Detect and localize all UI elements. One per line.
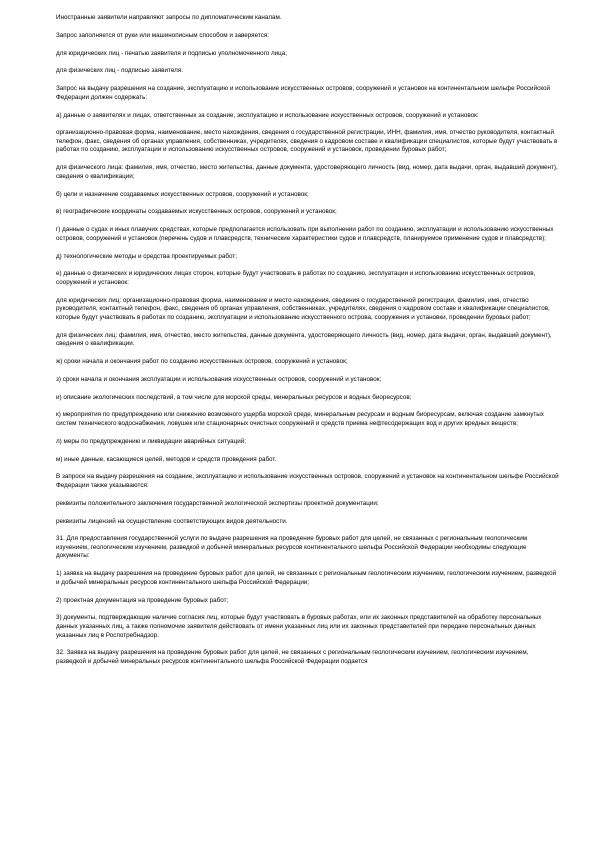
paragraph: для физического лица: фамилия, имя, отчество, место жительства, данные документа, удостоверяющего личность (вид, номер, дата выдачи, орган, выдавший документ), сведения о квалификации; (56, 164, 558, 180)
paragraph: ж) сроки начала и окончания работ по созданию искусственных островов, сооружений и установок; (56, 358, 348, 366)
paragraph: реквизиты лицензий на осуществление соответствующих видов деятельности. (56, 517, 288, 525)
paragraph: в) географические координаты создаваемых искусственных островов, сооружений и установок; (56, 208, 337, 216)
paragraph: реквизиты положительного заключения государственной экологической экспертизы проектной документации; (56, 499, 379, 507)
paragraph: д) технологические методы и средства проектируемых работ; (56, 252, 237, 260)
paragraph: 2) проектная документация на проведение буровых работ; (56, 596, 229, 604)
paragraph: м) иные данные, касающиеся целей, методов и средств проведения работ. (56, 455, 277, 463)
paragraph: Запрос на выдачу разрешения на создание, эксплуатацию и использование искусственных островов, сооружений и установок на континентальном шельфе Российской Федерации должен содержать: (56, 85, 551, 101)
paragraph: к) мероприятия по предупреждению или снижению возможного ущерба морской среде, минеральным ресурсам и водным биоресурсам, включая создание замкнутых систем технического водоснабжения, ловушек или стационарных очистных сооружений и средств приема нефтесодержащих вод и других вредных веществ; (56, 411, 544, 427)
paragraph: для юридических лиц - печатью заявителя и подписью уполномоченного лица; (56, 49, 288, 57)
paragraph: для юридических лиц: организационно-правовая форма, наименование и место нахождения, сведения о государственной регистрации, фамилия, имя, отчество руководителя, контактный телефон, факс, сведения об органах управления, собственниках, учредителях, сведения о кадровом составе и квалификации специалистов, которые будут участвовать в работах по созданию, эксплуатации и использованию искусственного острова, сооружения и установки, проведении буровых работ; (56, 296, 550, 321)
paragraph: 3) документы, подтверждающие наличие согласия лиц, которые будут участвовать в буровых работах, или их законных представителей на обработку персональных данных указанных лиц, а также полномочие заявителя действовать от имени указанных лиц или их законных представителей при передаче персональных данных указанных лиц в Роспотребнадзор. (56, 614, 542, 639)
paragraph: Иностранные заявители направляют запросы по дипломатическим каналам. (56, 14, 282, 21)
paragraph: з) сроки начала и окончания эксплуатации и использования искусственных островов, сооружений и установок; (56, 375, 382, 383)
paragraph: Запрос заполняется от руки или машинописным способом и заверяется: (56, 31, 270, 39)
paragraph: и) описание экологических последствий, в том числе для морской среды, минеральных ресурсов и водных биоресурсов; (56, 393, 412, 401)
paragraph: 31. Для предоставления государственной услуги по выдаче разрешения на проведение буровых работ для целей, не связанных с региональным геологическим изучением, геологическим изучением, разведкой и добычей минеральных ресурсов континентального шельфа Российской Федерации необходимы следующие документы: (56, 535, 528, 560)
paragraph: 32. Заявка на выдачу разрешения на проведение буровых работ для целей, не связанных с региональным геологическим изучением, геологическим изучением, разведкой и добычей минеральных ресурсов континентального шельфа Российской Федерации подается (56, 649, 529, 665)
paragraph: г) данные о судах и иных плавучих средствах, которые предполагается использовать при выполнении работ по созданию, эксплуатации и использованию искусственных островов, сооружений и установок (перечень судов и плавсредств, технические характеристики судов и плавсредств, планируемое применение судов и плавсредств); (56, 226, 554, 242)
paragraph: л) меры по предупреждению и ликвидации аварийных ситуаций; (56, 437, 247, 445)
paragraph: для физических лиц - подписью заявителя. (56, 67, 183, 75)
paragraph: для физических лиц: фамилия, имя, отчество, место жительства, данные документа, удостоверяющего личность (вид, номер, дата выдачи, орган, выдавший документ), сведения о квалификации. (56, 331, 552, 348)
paragraph: 1) заявка на выдачу разрешения на проведение буровых работ для целей, не связанных с региональным геологическим изучением, геологическим изучением, разведкой и добычей минеральных ресурсов континентального шельфа Российской Федерации; (56, 570, 557, 586)
paragraph: организационно-правовая форма, наименование, место нахождения, сведения о государственной регистрации, ИНН, фамилия, имя, отчество руководителя, контактный телефон, факс, сведения об органах управления, собственниках, учредителях, сведения о кадровом составе и квалификации специалистов, которые будут участвовать в работах по созданию, эксплуатации и использованию искусственных островов, сооружений и установок, проведении буровых работ; (56, 129, 558, 154)
paragraph: е) данные о физических и юридических лицах сторон, которые будут участвовать в работах по созданию, эксплуатации и использованию искусственных островов, сооружений и установок: (56, 270, 536, 286)
paragraph: В запросе на выдачу разрешения на создание, эксплуатацию и использование искусственных островов, сооружений и установок на континентальном шельфе Российской Федерации также указываются: (56, 473, 559, 489)
paragraph: а) данные о заявителях и лицах, ответственных за создание, эксплуатацию и использование искусственных островов, сооружений и установок: (56, 111, 479, 119)
paragraph: б) цели и назначение создаваемых искусственных островов, сооружений и установок; (56, 190, 309, 198)
